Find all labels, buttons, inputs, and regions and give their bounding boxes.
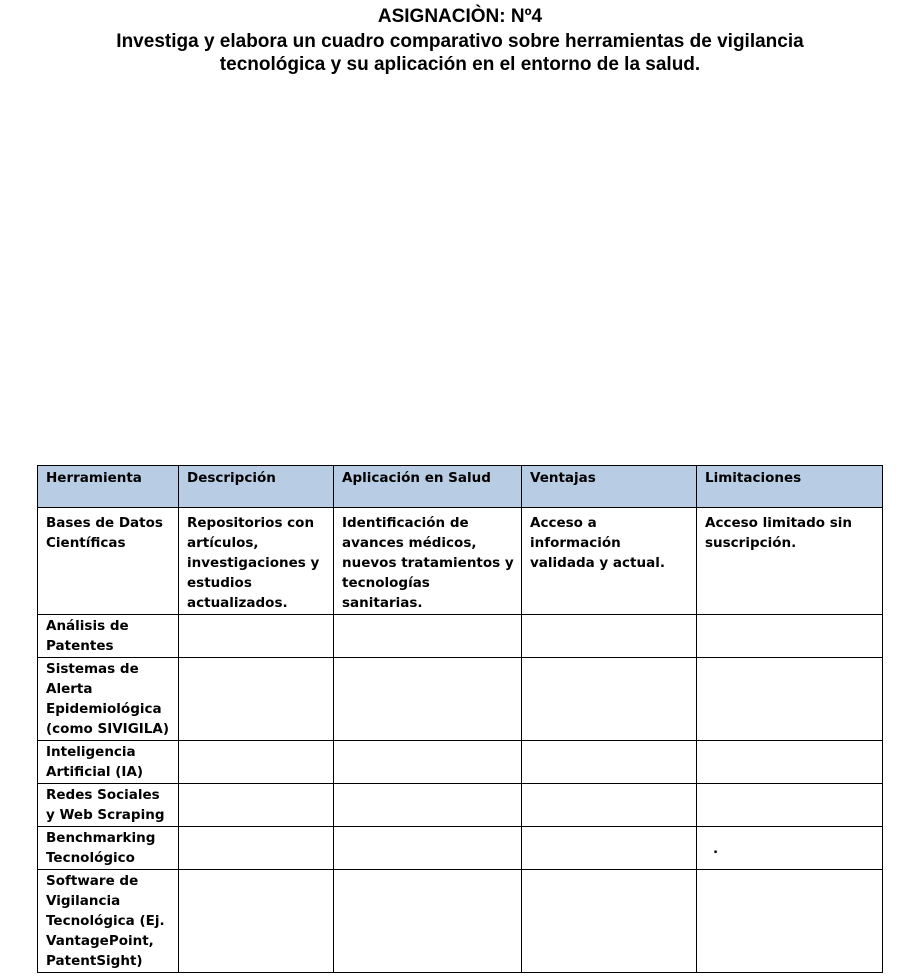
cell-limitaciones[interactable]: Acceso limitado sin suscripción.: [697, 508, 883, 615]
cell-herramienta[interactable]: Inteligencia Artificial (IA): [38, 741, 179, 784]
cell-descripcion[interactable]: [179, 658, 334, 741]
cell-limitaciones[interactable]: [697, 658, 883, 741]
cell-ventajas[interactable]: [522, 870, 697, 973]
cell-descripcion[interactable]: [179, 827, 334, 870]
cell-aplicacion[interactable]: [334, 615, 522, 658]
table-row: [38, 827, 883, 870]
cell-ventajas[interactable]: [522, 784, 697, 827]
assignment-instructions: [0, 30, 920, 76]
table-row: [38, 784, 883, 827]
cell-aplicacion[interactable]: [334, 741, 522, 784]
cell-limitaciones[interactable]: [697, 741, 883, 784]
cell-aplicacion[interactable]: [334, 827, 522, 870]
cell-ventajas[interactable]: [522, 658, 697, 741]
table-row: [38, 615, 883, 658]
cell-descripcion[interactable]: [179, 784, 334, 827]
cell-ventajas[interactable]: [522, 615, 697, 658]
cell-herramienta[interactable]: Sistemas de Alerta Epidemiológica (como SIVIGILA): [38, 658, 179, 741]
instructions-line-2: tecnológica y su aplicación en el entorno de la salud.: [219, 54, 701, 75]
cell-limitaciones[interactable]: [697, 870, 883, 973]
cell-aplicacion[interactable]: [334, 784, 522, 827]
cell-herramienta[interactable]: Análisis de Patentes: [38, 615, 179, 658]
cell-limitaciones[interactable]: [697, 615, 883, 658]
header-herramienta: Herramienta: [38, 466, 179, 508]
cell-aplicacion[interactable]: [334, 870, 522, 973]
table-row: [38, 870, 883, 973]
table-row: [38, 508, 883, 615]
cell-ventajas[interactable]: [522, 827, 697, 870]
header-limitaciones: Limitaciones: [697, 466, 883, 508]
cell-herramienta[interactable]: Software de Vigilancia Tecnológica (Ej. VantagePoint, PatentSight): [38, 870, 179, 973]
cell-ventajas[interactable]: [522, 741, 697, 784]
table-row: [38, 741, 883, 784]
header-aplicacion: Aplicación en Salud: [334, 466, 522, 508]
comparison-table: [37, 465, 883, 973]
table-row: [38, 658, 883, 741]
header-ventajas: Ventajas: [522, 466, 697, 508]
stray-period-mark: .: [713, 841, 719, 857]
instructions-line-1: Investiga y elabora un cuadro comparativo sobre herramientas de vigilancia: [116, 31, 804, 52]
cell-limitaciones[interactable]: [697, 784, 883, 827]
cell-herramienta[interactable]: Bases de Datos Científicas: [38, 508, 179, 615]
cell-aplicacion[interactable]: Identificación de avances médicos, nuevos tratamientos y tecnologías sanitarias.: [334, 508, 522, 615]
cell-herramienta[interactable]: Redes Sociales y Web Scraping: [38, 784, 179, 827]
cell-descripcion[interactable]: [179, 741, 334, 784]
cell-descripcion[interactable]: Repositorios con artículos, investigaciones y estudios actualizados.: [179, 508, 334, 615]
cell-ventajas[interactable]: Acceso a información validada y actual.: [522, 508, 697, 615]
cell-descripcion[interactable]: [179, 615, 334, 658]
cell-aplicacion[interactable]: [334, 658, 522, 741]
table-header-row: [38, 466, 883, 508]
assignment-title: ASIGNACIÒN: Nº4: [377, 6, 543, 27]
cell-herramienta[interactable]: Benchmarking Tecnológico: [38, 827, 179, 870]
cell-limitaciones[interactable]: [697, 827, 883, 870]
cell-descripcion[interactable]: [179, 870, 334, 973]
header-descripcion: Descripción: [179, 466, 334, 508]
